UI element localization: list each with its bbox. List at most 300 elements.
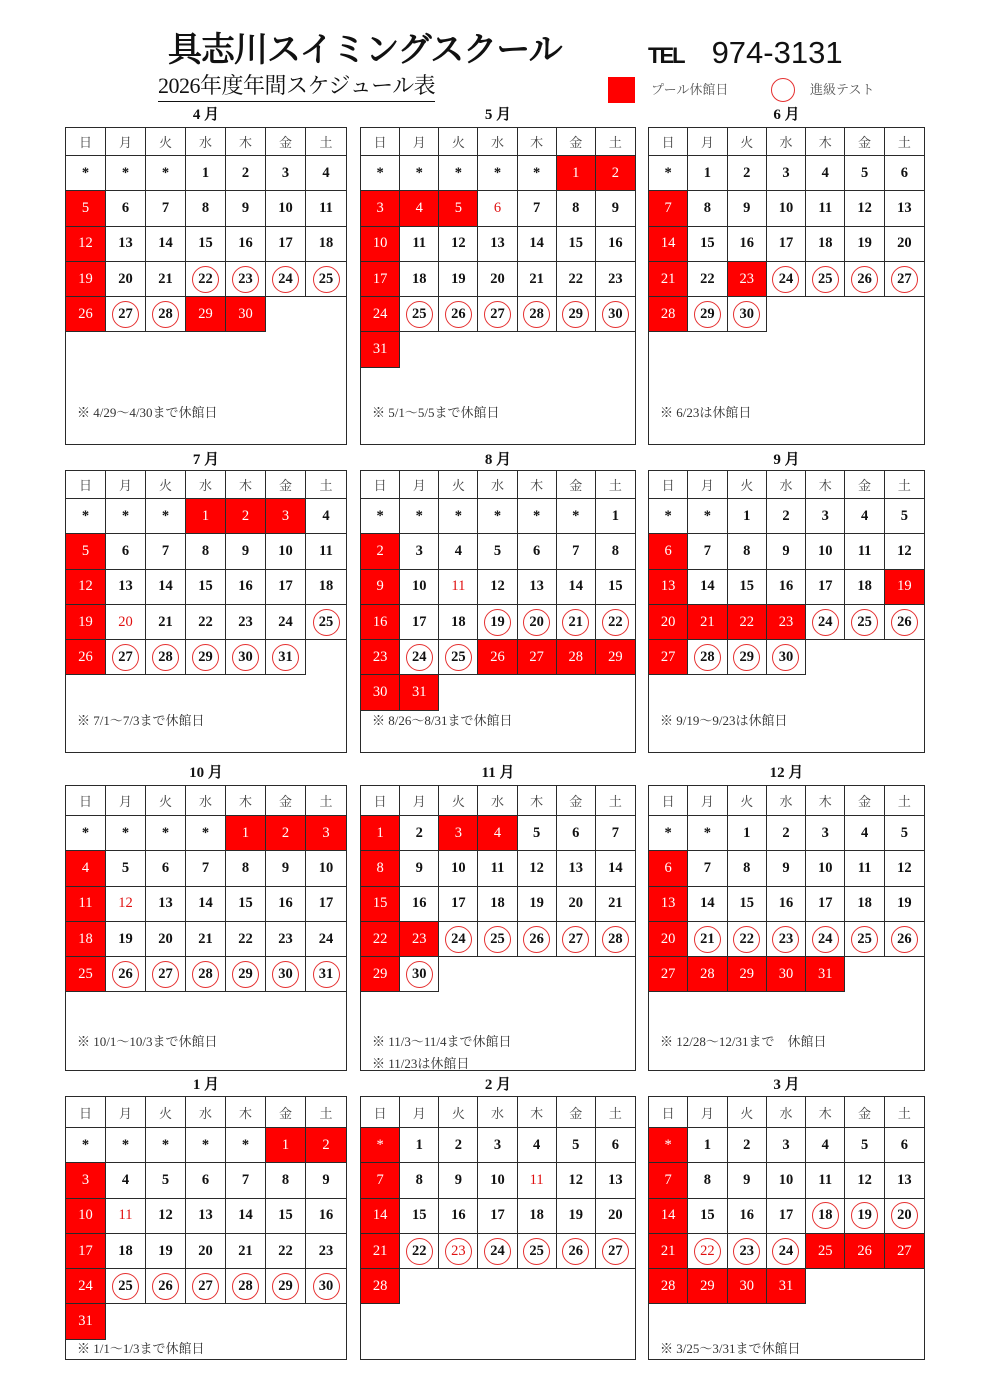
closed-day-cell: 23	[767, 605, 806, 640]
date-cell: 2	[728, 156, 767, 191]
test-day-circle-marker: 26	[112, 961, 139, 988]
month-calendar	[360, 127, 636, 445]
date-cell: *	[518, 156, 557, 191]
date-cell: *	[688, 816, 727, 851]
weekday-header: 金	[845, 471, 884, 499]
date-cell: *	[226, 1128, 266, 1163]
tel-number: 974-3131	[711, 35, 843, 70]
empty-cell	[306, 640, 346, 675]
empty-cell	[266, 1304, 306, 1339]
weekday-header: 木	[518, 471, 557, 499]
empty-cell	[186, 1304, 226, 1339]
date-cell: 15	[400, 1199, 439, 1234]
empty-cell	[845, 1269, 884, 1304]
test-day-cell	[845, 922, 884, 957]
date-cell: *	[66, 156, 106, 191]
empty-cell	[885, 640, 924, 675]
date-cell: 20	[596, 1199, 635, 1234]
test-day-cell	[306, 262, 346, 297]
date-cell: 12	[146, 1199, 186, 1234]
test-day-cell	[806, 262, 845, 297]
weekday-header: 木	[226, 471, 266, 499]
date-cell: 14	[688, 887, 727, 922]
date-cell: 14	[688, 570, 727, 605]
month-label: 6 月	[773, 107, 800, 123]
test-day-cell	[557, 605, 596, 640]
closure-notes	[77, 710, 204, 732]
test-day-circle-marker: 23	[733, 1238, 760, 1265]
date-cell: 16	[306, 1199, 346, 1234]
empty-cell	[400, 332, 439, 367]
weekday-header: 日	[649, 786, 688, 816]
closed-day-cell: 1	[361, 816, 400, 851]
test-day-cell	[845, 262, 884, 297]
date-cell: 13	[106, 227, 146, 262]
date-cell: *	[361, 156, 400, 191]
date-cell: 18	[306, 227, 346, 262]
weekday-header: 水	[186, 471, 226, 499]
test-day-cell	[146, 640, 186, 675]
test-day-circle-marker: 24	[812, 926, 839, 953]
date-cell: 6	[146, 851, 186, 886]
date-cell: 18	[845, 887, 884, 922]
weekday-header: 水	[767, 1097, 806, 1128]
date-cell: 20	[146, 922, 186, 957]
test-day-cell	[806, 922, 845, 957]
test-day-circle-marker: 24	[406, 644, 433, 671]
closed-day-legend-label: プール休館日	[651, 82, 729, 97]
date-cell: 18	[106, 1234, 146, 1269]
date-cell: 13	[518, 570, 557, 605]
test-day-circle-marker: 24	[445, 926, 472, 953]
test-day-circle-marker: 25	[313, 266, 340, 293]
weekday-header: 月	[400, 786, 439, 816]
weekday-header: 土	[885, 471, 924, 499]
calendar-grid	[361, 471, 635, 711]
weekday-header: 土	[306, 786, 346, 816]
date-cell: 7	[226, 1163, 266, 1198]
closure-notes	[77, 1338, 204, 1360]
month-label: 8 月	[484, 452, 512, 468]
test-day-circle-marker: 28	[152, 644, 179, 671]
empty-cell	[266, 297, 306, 332]
date-cell: 3	[806, 816, 845, 851]
date-cell: 4	[306, 499, 346, 534]
date-cell: *	[106, 816, 146, 851]
calendar-grid	[649, 1097, 924, 1340]
test-day-circle-marker: 29	[562, 301, 589, 328]
closed-day-cell: 29	[596, 640, 635, 675]
test-day-circle-marker: 25	[484, 926, 511, 953]
test-day-cell	[767, 262, 806, 297]
closed-day-cell: 25	[66, 957, 106, 992]
date-cell: 23	[226, 605, 266, 640]
weekday-header: 金	[557, 786, 596, 816]
closed-day-cell: 1	[226, 816, 266, 851]
weekday-header: 木	[806, 1097, 845, 1128]
test-day-circle-marker: 18	[812, 1202, 839, 1229]
date-cell: 10	[306, 851, 346, 886]
date-cell: 15	[728, 887, 767, 922]
date-cell: 8	[226, 851, 266, 886]
date-cell: 16	[226, 227, 266, 262]
test-day-circle-marker: 26	[523, 926, 550, 953]
date-cell: 11	[106, 1199, 146, 1234]
date-cell: 3	[478, 1128, 517, 1163]
date-cell: 4	[845, 499, 884, 534]
date-cell: 16	[767, 570, 806, 605]
closed-day-cell: 26	[478, 640, 517, 675]
weekday-header: 火	[728, 128, 767, 156]
test-day-cell	[186, 957, 226, 992]
date-cell: *	[439, 499, 478, 534]
closure-note: ※ 11/3～11/4まで休館日	[372, 1034, 512, 1049]
weekday-header: 水	[767, 786, 806, 816]
closed-day-cell: 29	[361, 957, 400, 992]
date-cell: 17	[478, 1199, 517, 1234]
date-cell: 6	[106, 191, 146, 226]
test-day-cell	[518, 922, 557, 957]
date-cell: 6	[106, 534, 146, 569]
test-day-legend-label: 進級テスト	[810, 82, 875, 97]
weekday-header: 木	[518, 786, 557, 816]
date-cell: 3	[806, 499, 845, 534]
empty-cell	[845, 297, 884, 332]
closed-day-cell: 17	[66, 1234, 106, 1269]
date-cell: 16	[226, 570, 266, 605]
date-cell: 15	[186, 227, 226, 262]
test-day-cell	[226, 1269, 266, 1304]
test-day-circle-marker: 28	[602, 926, 629, 953]
date-cell: 6	[885, 156, 924, 191]
date-cell: 13	[596, 1163, 635, 1198]
weekday-header: 金	[266, 128, 306, 156]
closure-notes	[77, 402, 217, 424]
test-day-cell	[306, 957, 346, 992]
empty-cell	[767, 297, 806, 332]
test-day-circle-marker: 31	[272, 644, 299, 671]
empty-cell	[518, 957, 557, 992]
date-cell: *	[186, 1128, 226, 1163]
weekday-header: 水	[186, 786, 226, 816]
date-cell: 7	[146, 191, 186, 226]
date-cell: 21	[146, 605, 186, 640]
date-cell: 17	[266, 570, 306, 605]
test-day-cell	[845, 1199, 884, 1234]
date-cell: 16	[439, 1199, 478, 1234]
month-calendar	[648, 470, 925, 753]
closed-day-cell: 27	[649, 957, 688, 992]
test-day-cell	[146, 297, 186, 332]
weekday-header: 火	[439, 471, 478, 499]
closed-day-cell: 1	[186, 499, 226, 534]
test-day-circle-marker: 26	[152, 1273, 179, 1300]
closed-day-cell: 11	[66, 887, 106, 922]
closed-day-cell: 24	[361, 297, 400, 332]
closure-note: ※ 5/1～5/5まで休館日	[372, 405, 500, 420]
calendar-grid	[649, 786, 924, 1028]
date-cell: 12	[845, 1163, 884, 1198]
closed-day-cell: 4	[66, 851, 106, 886]
date-cell: 23	[596, 262, 635, 297]
closed-day-cell: 13	[649, 887, 688, 922]
closed-day-cell: 30	[226, 297, 266, 332]
tel-icon: TEL	[648, 43, 684, 68]
date-cell: 4	[806, 1128, 845, 1163]
date-cell: *	[146, 156, 186, 191]
date-cell: 10	[266, 191, 306, 226]
date-cell: *	[649, 816, 688, 851]
test-day-circle-marker: 23	[232, 266, 259, 293]
test-day-circle-marker: 30	[232, 644, 259, 671]
date-cell: 5	[885, 499, 924, 534]
closed-day-cell: 1	[557, 156, 596, 191]
weekday-header: 月	[688, 471, 727, 499]
calendar-grid	[361, 786, 635, 1028]
closure-note: ※ 12/28～12/31まで 休館日	[660, 1034, 827, 1049]
test-day-cell	[518, 297, 557, 332]
test-day-circle-marker: 27	[562, 926, 589, 953]
closure-notes	[660, 1031, 826, 1053]
closed-day-cell: 7	[361, 1163, 400, 1198]
test-day-cell	[439, 640, 478, 675]
test-day-cell	[306, 605, 346, 640]
test-day-circle-marker: 22	[694, 1238, 721, 1265]
date-cell: 1	[596, 499, 635, 534]
weekday-header: 金	[266, 786, 306, 816]
date-cell: 20	[557, 887, 596, 922]
closure-notes	[660, 402, 751, 424]
test-day-cell	[688, 640, 727, 675]
weekday-header: 金	[266, 471, 306, 499]
empty-cell	[596, 675, 635, 710]
closed-day-cell: 4	[400, 191, 439, 226]
test-day-cell	[885, 262, 924, 297]
closed-day-cell: 31	[767, 1269, 806, 1304]
date-cell: 1	[688, 156, 727, 191]
date-cell: 11	[806, 1163, 845, 1198]
weekday-header: 火	[439, 1097, 478, 1128]
test-day-cell	[728, 1234, 767, 1269]
empty-cell	[439, 1269, 478, 1304]
test-day-cell	[557, 922, 596, 957]
date-cell: 17	[767, 1199, 806, 1234]
date-cell: 11	[306, 191, 346, 226]
closed-day-cell: 31	[361, 332, 400, 367]
date-cell: 16	[400, 887, 439, 922]
schedule-title: 2026年度年間スケジュール表	[158, 72, 435, 102]
month-calendar	[65, 1096, 347, 1360]
date-cell: 12	[845, 191, 884, 226]
date-cell: 5	[478, 534, 517, 569]
date-cell: 23	[306, 1234, 346, 1269]
date-cell: 1	[728, 499, 767, 534]
date-cell: 11	[806, 191, 845, 226]
date-cell: 12	[518, 851, 557, 886]
closed-day-cell: 15	[361, 887, 400, 922]
weekday-header: 木	[806, 786, 845, 816]
date-cell: 15	[688, 1199, 727, 1234]
weekday-header: 土	[306, 471, 346, 499]
empty-cell	[518, 332, 557, 367]
weekday-header: 月	[400, 471, 439, 499]
test-day-circle-marker: 21	[562, 609, 589, 636]
closure-notes	[372, 1031, 512, 1075]
date-cell: 17	[266, 227, 306, 262]
calendar-grid	[649, 128, 924, 368]
weekday-header: 金	[557, 128, 596, 156]
date-cell: 10	[806, 851, 845, 886]
date-cell: 15	[266, 1199, 306, 1234]
weekday-header: 月	[106, 1097, 146, 1128]
date-cell: 18	[400, 262, 439, 297]
test-day-cell	[106, 957, 146, 992]
closed-day-cell: 23	[361, 640, 400, 675]
closed-day-cell: 2	[226, 499, 266, 534]
date-cell: 15	[186, 570, 226, 605]
closure-note: ※ 9/19～9/23は休館日	[660, 713, 788, 728]
weekday-header: 木	[806, 128, 845, 156]
closure-note: ※ 8/26～8/31まで休館日	[372, 713, 513, 728]
test-day-circle-marker: 27	[112, 644, 139, 671]
date-cell: *	[106, 499, 146, 534]
weekday-header: 日	[649, 471, 688, 499]
weekday-header: 土	[596, 1097, 635, 1128]
closed-day-cell: 28	[649, 297, 688, 332]
closed-day-cell: 27	[649, 640, 688, 675]
date-cell: 17	[306, 887, 346, 922]
test-day-cell	[728, 640, 767, 675]
closed-day-cell: 12	[66, 570, 106, 605]
date-cell: 5	[845, 156, 884, 191]
empty-cell	[885, 297, 924, 332]
weekday-header: 水	[186, 128, 226, 156]
date-cell: 3	[400, 534, 439, 569]
date-cell: 23	[266, 922, 306, 957]
closure-note: ※ 7/1～7/3まで休館日	[77, 713, 205, 728]
test-day-circle-marker: 26	[851, 266, 878, 293]
test-day-cell	[266, 640, 306, 675]
weekday-header: 土	[306, 128, 346, 156]
date-cell: 6	[596, 1128, 635, 1163]
empty-cell	[596, 1269, 635, 1304]
month-label: 7 月	[192, 452, 220, 468]
closed-day-cell: 29	[186, 297, 226, 332]
empty-cell	[439, 332, 478, 367]
test-day-circle-marker: 25	[851, 926, 878, 953]
closed-day-cell: 30	[728, 1269, 767, 1304]
date-cell: 5	[845, 1128, 884, 1163]
date-cell: 22	[186, 605, 226, 640]
month-calendar	[360, 1096, 636, 1360]
date-cell: *	[106, 156, 146, 191]
test-day-circle-marker: 31	[313, 961, 340, 988]
closed-day-cell: 20	[649, 922, 688, 957]
date-cell: 18	[845, 570, 884, 605]
weekday-header: 土	[306, 1097, 346, 1128]
test-day-circle-marker: 20	[523, 609, 550, 636]
calendar-grid	[66, 471, 346, 711]
date-cell: 13	[885, 191, 924, 226]
date-cell: 19	[146, 1234, 186, 1269]
empty-cell	[885, 957, 924, 992]
weekday-header: 日	[66, 786, 106, 816]
date-cell: 3	[767, 156, 806, 191]
date-cell: 9	[266, 851, 306, 886]
date-cell: 18	[306, 570, 346, 605]
test-day-cell	[478, 922, 517, 957]
date-cell: 21	[186, 922, 226, 957]
month-calendar	[648, 127, 925, 445]
closed-day-cell: 21	[688, 605, 727, 640]
closed-day-cell: 19	[66, 262, 106, 297]
date-cell: 17	[439, 887, 478, 922]
date-cell: 4	[806, 156, 845, 191]
test-day-circle-marker: 24	[484, 1238, 511, 1265]
test-day-cell	[106, 1269, 146, 1304]
test-day-circle-marker: 22	[733, 926, 760, 953]
date-cell: 2	[767, 499, 806, 534]
test-day-circle-marker: 30	[406, 961, 433, 988]
date-cell: *	[146, 1128, 186, 1163]
date-cell: 22	[266, 1234, 306, 1269]
closed-day-cell: 29	[688, 1269, 727, 1304]
date-cell: 10	[478, 1163, 517, 1198]
test-day-circle-marker: 28	[523, 301, 550, 328]
date-cell: 14	[226, 1199, 266, 1234]
date-cell: 9	[596, 191, 635, 226]
month-calendar	[65, 785, 347, 1071]
date-cell: 20	[478, 262, 517, 297]
test-day-cell	[226, 957, 266, 992]
empty-cell	[478, 957, 517, 992]
calendar-grid	[66, 786, 346, 1028]
weekday-header: 土	[596, 128, 635, 156]
weekday-header: 金	[557, 1097, 596, 1128]
date-cell: 11	[845, 851, 884, 886]
test-day-circle-marker: 19	[851, 1202, 878, 1229]
closed-day-cell: 20	[649, 605, 688, 640]
weekday-header: 土	[885, 1097, 924, 1128]
test-day-cell	[728, 922, 767, 957]
test-day-cell	[557, 297, 596, 332]
calendar-grid	[66, 1097, 346, 1340]
closed-day-cell: 13	[649, 570, 688, 605]
date-cell: 8	[400, 1163, 439, 1198]
weekday-header: 火	[146, 128, 186, 156]
closure-notes	[660, 1338, 800, 1360]
date-cell: 7	[596, 816, 635, 851]
calendar-grid	[361, 128, 635, 368]
closed-day-cell: 5	[66, 534, 106, 569]
date-cell: 11	[845, 534, 884, 569]
empty-cell	[885, 1269, 924, 1304]
test-day-circle-marker: 24	[772, 1238, 799, 1265]
closed-day-cell: 24	[66, 1269, 106, 1304]
test-day-circle-marker: 25	[812, 266, 839, 293]
test-day-circle-marker: 26	[562, 1238, 589, 1265]
test-day-circle-marker: 29	[192, 644, 219, 671]
weekday-header: 火	[728, 471, 767, 499]
test-day-circle-marker: 21	[694, 926, 721, 953]
weekday-header: 木	[806, 471, 845, 499]
test-day-legend-circle-icon	[771, 78, 795, 102]
test-day-cell	[478, 1234, 517, 1269]
weekday-header: 日	[649, 1097, 688, 1128]
closed-day-cell: 6	[649, 534, 688, 569]
closed-day-cell: 30	[767, 957, 806, 992]
test-day-circle-marker: 30	[313, 1273, 340, 1300]
